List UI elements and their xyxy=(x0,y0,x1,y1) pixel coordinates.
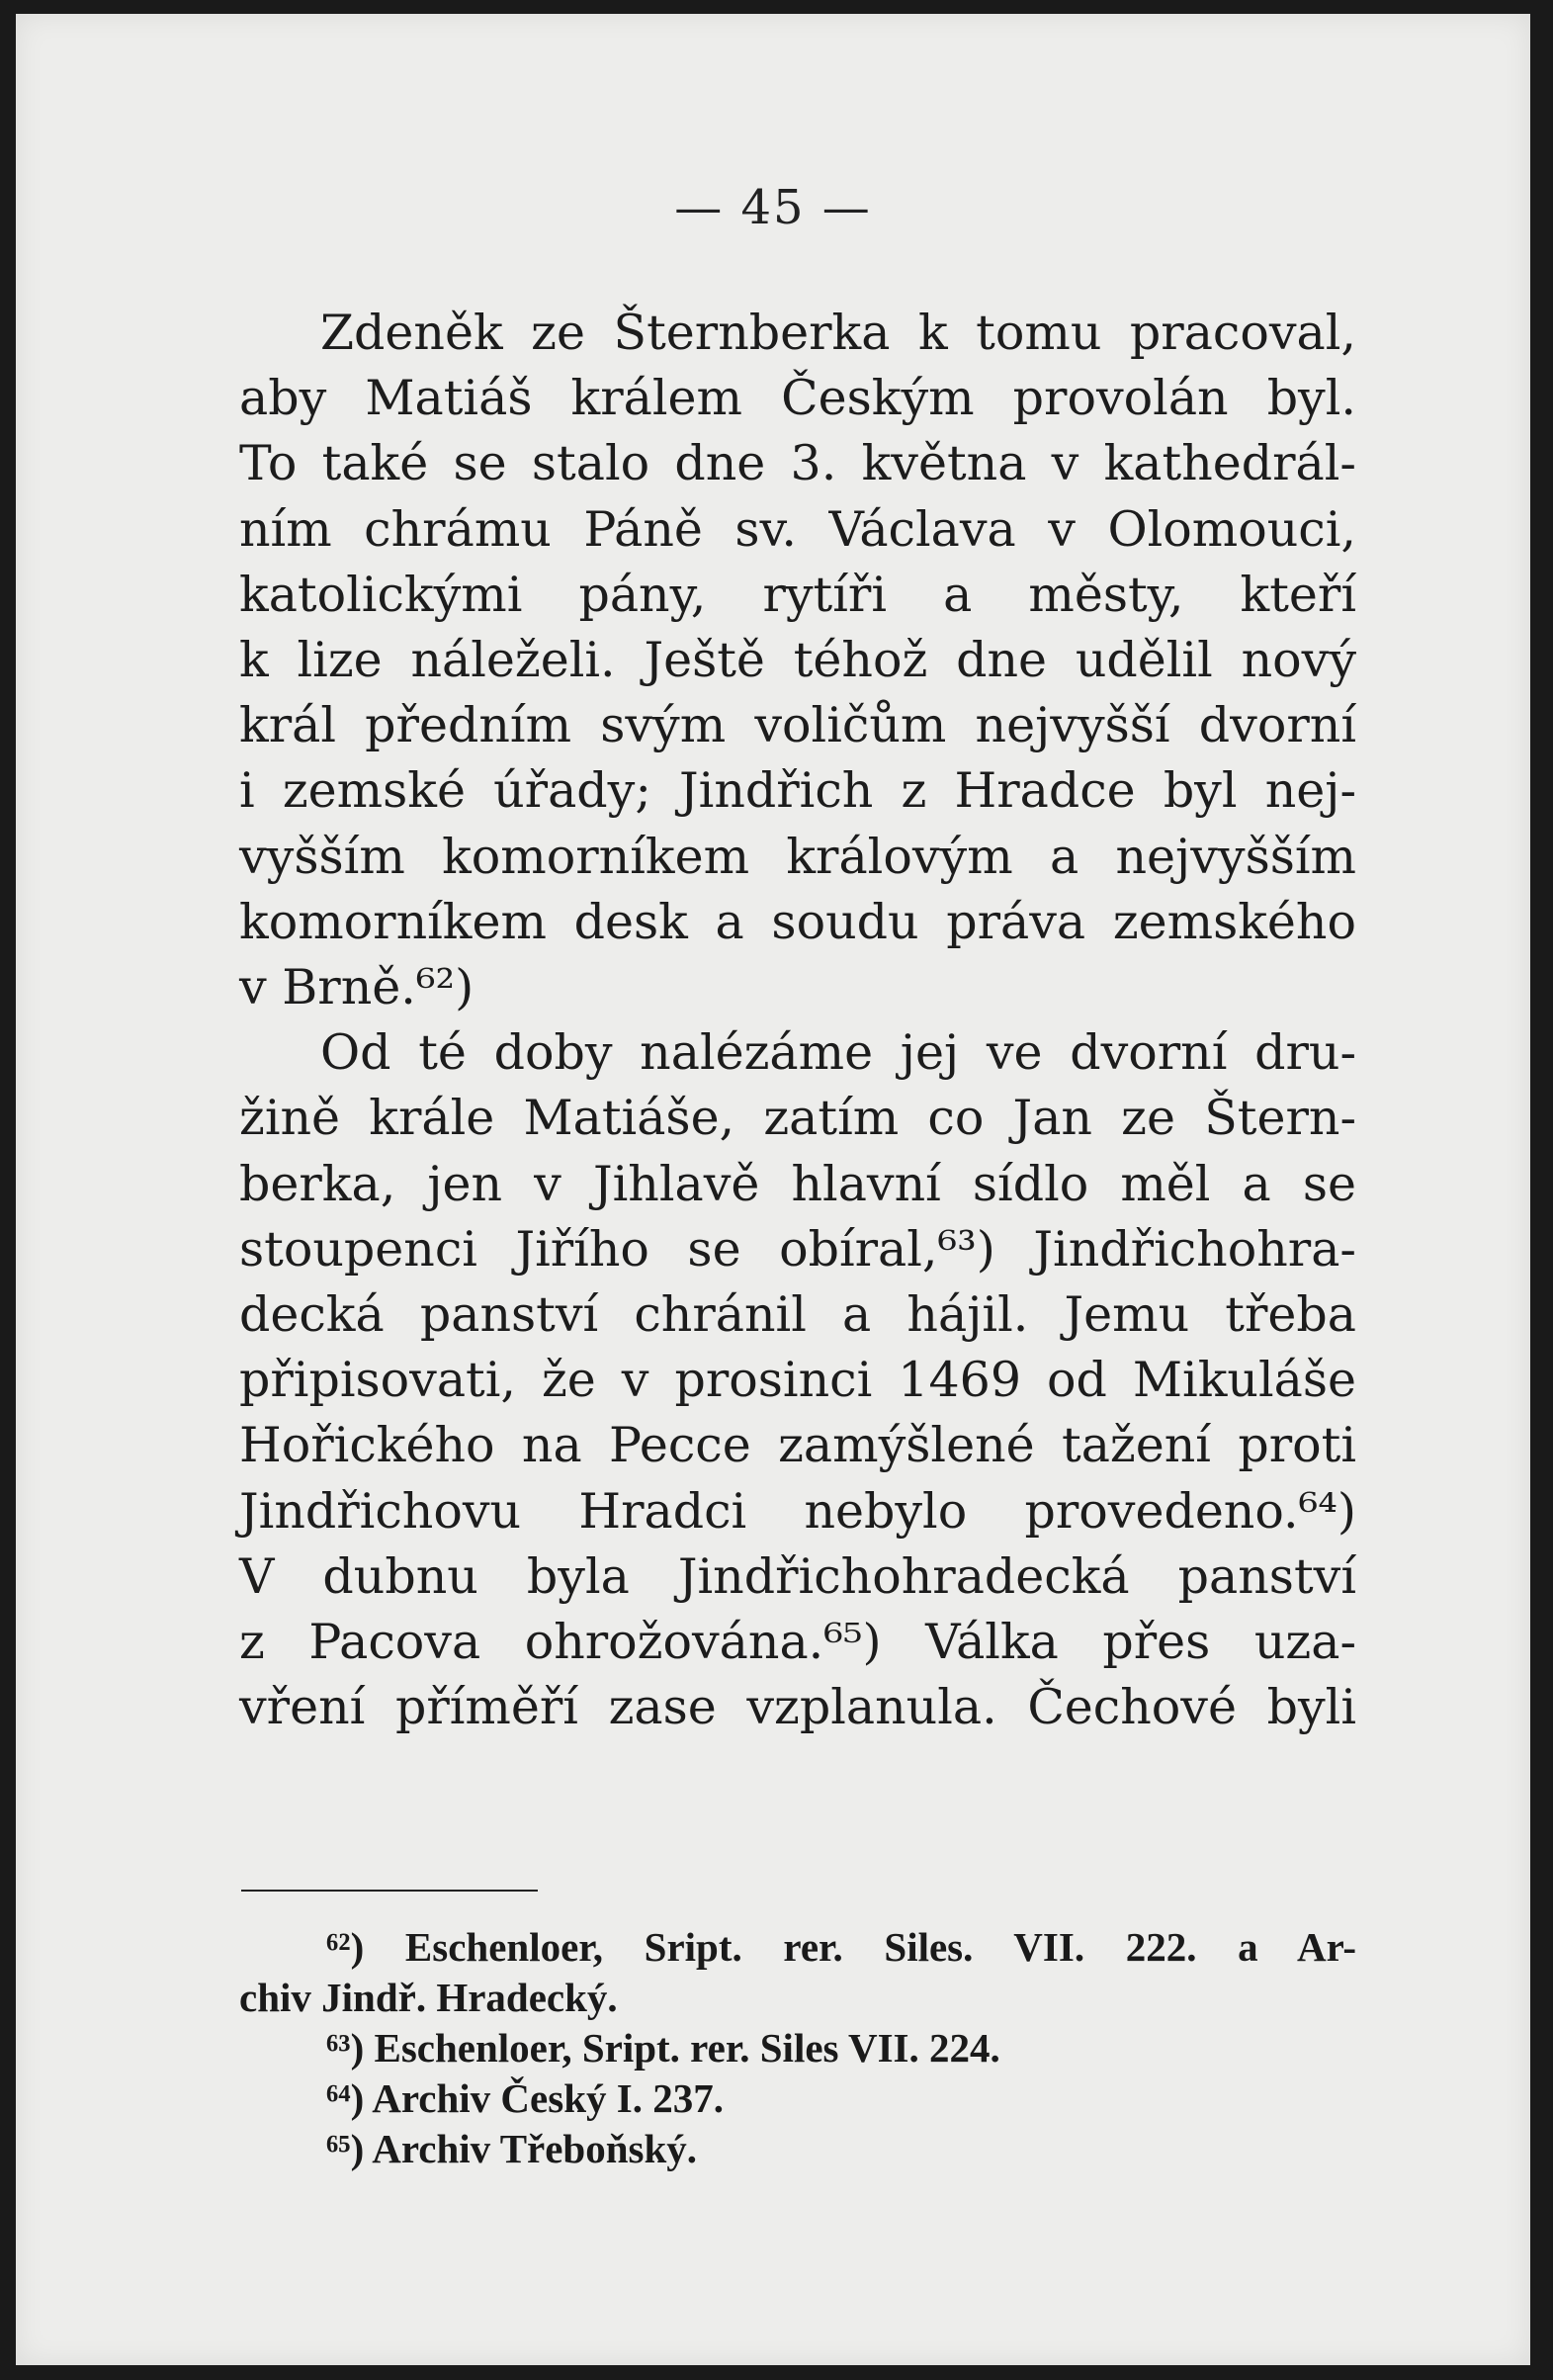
text-line: To také se stalo dne 3. května v kathedrál- xyxy=(239,435,1356,492)
text-line: stoupenci Jiřího se obíral,⁶³) Jindřichohra- xyxy=(239,1220,1356,1278)
text-line: Od té doby nalézáme jej ve dvorní dru- xyxy=(320,1024,1356,1082)
footnote-62: ⁶²) Eschenloer, Sript. rer. Siles. VII. 222. a Ar- xyxy=(326,1924,1356,1970)
footnote-65: ⁶⁵) Archiv Třeboňský. xyxy=(326,2126,698,2171)
text-line: připisovati, že v prosinci 1469 od Mikuláše xyxy=(239,1352,1356,1409)
footnote-63: ⁶³) Eschenloer, Sript. rer. Siles VII. 224. xyxy=(326,2025,1000,2071)
text-line: aby Matiáš králem Českým provolán byl. xyxy=(239,370,1356,427)
text-line: vření příměří zase vzplanula. Čechové byli xyxy=(239,1679,1356,1736)
text-line: král předním svým voličům nejvyšší dvorní xyxy=(239,697,1356,754)
footnote-62-continuation: chiv Jindř. Hradecký. xyxy=(239,1975,618,2020)
text-line: žině krále Matiáše, zatím co Jan ze Štern- xyxy=(239,1090,1356,1147)
text-line: vyšším komorníkem královým a nejvyšším xyxy=(239,828,1356,885)
text-line: decká panství chránil a hájil. Jemu třeba xyxy=(239,1286,1356,1344)
text-line: komorníkem desk a soudu práva zemského xyxy=(239,893,1356,950)
footnotes xyxy=(239,1922,1356,2174)
text-line: v Brně.⁶²) xyxy=(239,959,475,1016)
footnote-divider xyxy=(241,1890,538,1892)
text-line: Jindřichovu Hradci nebylo provedeno.⁶⁴) xyxy=(239,1482,1356,1540)
text-line: k lize náleželi. Ještě téhož dne udělil nový xyxy=(239,632,1356,689)
page-number: — 45 — xyxy=(674,180,872,235)
footnote-64: ⁶⁴) Archiv Český I. 237. xyxy=(326,2075,724,2121)
paragraph-1 xyxy=(239,301,1356,1020)
text-line: Zdeněk ze Šternberka k tomu pracoval, xyxy=(320,305,1356,361)
text-line: V dubnu byla Jindřichohradecká panství xyxy=(239,1547,1356,1605)
text-line: Hořického na Pecce zamýšlené tažení proti xyxy=(239,1417,1356,1474)
main-text xyxy=(239,301,1356,1740)
text-line: i zemské úřady; Jindřich z Hradce byl nej- xyxy=(239,762,1356,820)
text-line: katolickými pány, rytíři a městy, kteří xyxy=(239,566,1356,623)
paragraph-2 xyxy=(239,1020,1356,1740)
text-line: z Pacova ohrožována.⁶⁵) Válka přes uza- xyxy=(239,1614,1356,1671)
book-page xyxy=(16,14,1530,2365)
text-line: ním chrámu Páně sv. Václava v Olomouci, xyxy=(239,500,1356,558)
text-line: berka, jen v Jihlavě hlavní sídlo měl a se xyxy=(239,1155,1356,1212)
